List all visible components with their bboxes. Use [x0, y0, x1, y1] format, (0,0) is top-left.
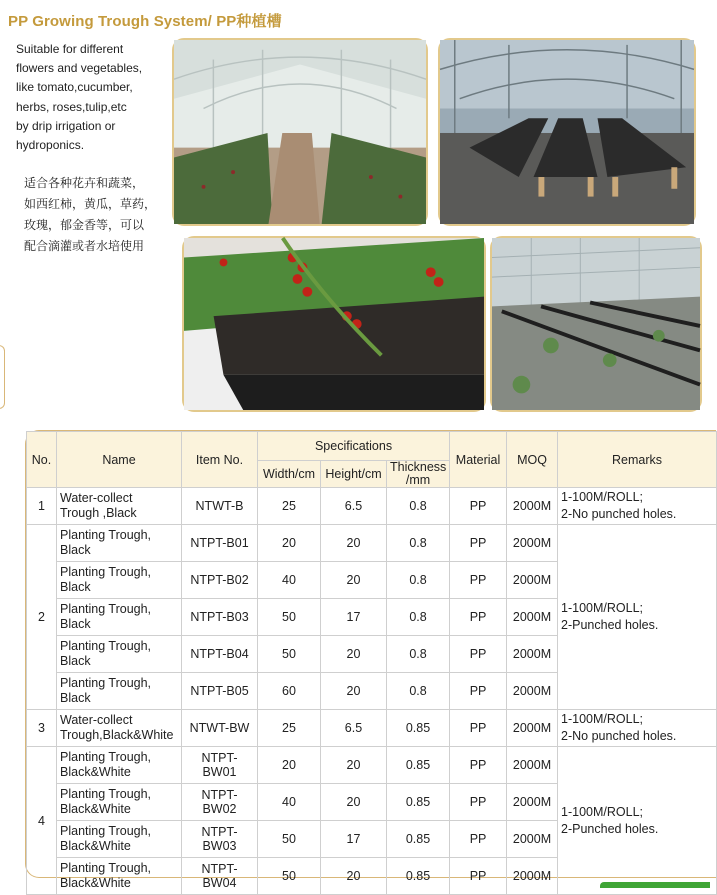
width-value: 20 [258, 525, 321, 562]
item-number: NTPT-BW03 [182, 821, 258, 858]
moq-value: 2000M [507, 673, 558, 710]
material-value: PP [450, 821, 507, 858]
product-name: Planting Trough, Black [57, 525, 182, 562]
group-number: 2 [27, 525, 57, 710]
material-value: PP [450, 673, 507, 710]
moq-value: 2000M [507, 858, 558, 895]
item-number: NTPT-B01 [182, 525, 258, 562]
height-value: 17 [321, 821, 387, 858]
material-value: PP [450, 858, 507, 895]
moq-value: 2000M [507, 525, 558, 562]
material-value: PP [450, 747, 507, 784]
material-value: PP [450, 599, 507, 636]
moq-value: 2000M [507, 488, 558, 525]
height-value: 20 [321, 636, 387, 673]
header-name: Name [57, 432, 182, 488]
description-chinese: 适合各种花卉和蔬菜， 如西红柿，黄瓜，草药， 玫瑰，郁金香等，可以 配合滴灌或者水培使用 [24, 176, 157, 253]
item-number: NTPT-BW02 [182, 784, 258, 821]
table-row [27, 488, 717, 525]
height-value: 20 [321, 784, 387, 821]
moq-value: 2000M [507, 562, 558, 599]
item-number: NTPT-B05 [182, 673, 258, 710]
material-value: PP [450, 525, 507, 562]
remarks-text: 1-100M/ROLL; 2-No punched holes. [558, 710, 717, 747]
header-height: Height/cm [321, 461, 387, 488]
moq-value: 2000M [507, 784, 558, 821]
header-item-no: Item No. [182, 432, 258, 488]
group-number: 4 [27, 747, 57, 895]
group-number: 3 [27, 710, 57, 747]
group-number: 1 [27, 488, 57, 525]
moq-value: 2000M [507, 747, 558, 784]
greenhouse-crop-rows-photo-icon [490, 236, 702, 412]
table-row [27, 525, 717, 562]
width-value: 40 [258, 784, 321, 821]
height-value: 6.5 [321, 488, 387, 525]
page-edge-tab [0, 345, 5, 409]
height-value: 6.5 [321, 710, 387, 747]
item-number: NTPT-B02 [182, 562, 258, 599]
product-name: Planting Trough, Black [57, 636, 182, 673]
item-number: NTWT-BW [182, 710, 258, 747]
description-english: Suitable for different flowers and vegetables, like tomato,cucumber, herbs, roses,tulip,etc by drip irrigation or hydroponics. [16, 42, 143, 153]
product-name: Planting Trough, Black [57, 599, 182, 636]
tomato-trough-photo-icon [182, 236, 486, 412]
thickness-value: 0.8 [387, 562, 450, 599]
product-name: Water-collect Trough,Black&White [57, 710, 182, 747]
header-moq: MOQ [507, 432, 558, 488]
specification-table [25, 430, 716, 890]
product-name: Planting Trough, Black&White [57, 747, 182, 784]
moq-value: 2000M [507, 599, 558, 636]
product-name: Water-collect Trough ,Black [57, 488, 182, 525]
width-value: 25 [258, 710, 321, 747]
item-number: NTPT-BW01 [182, 747, 258, 784]
width-value: 60 [258, 673, 321, 710]
height-value: 20 [321, 673, 387, 710]
width-value: 20 [258, 747, 321, 784]
product-name: Planting Trough, Black [57, 562, 182, 599]
height-value: 20 [321, 747, 387, 784]
height-value: 20 [321, 858, 387, 895]
greenhouse-rows-photo-icon [172, 38, 428, 226]
thickness-value: 0.8 [387, 636, 450, 673]
product-name: Planting Trough, Black [57, 673, 182, 710]
material-value: PP [450, 488, 507, 525]
thickness-value: 0.8 [387, 599, 450, 636]
height-value: 20 [321, 562, 387, 599]
width-value: 40 [258, 562, 321, 599]
material-value: PP [450, 784, 507, 821]
material-value: PP [450, 636, 507, 673]
table-row [27, 747, 717, 784]
remarks-text: 1-100M/ROLL; 2-Punched holes. [558, 525, 717, 710]
remarks-text: 1-100M/ROLL; 2-Punched holes. [558, 747, 717, 895]
moq-value: 2000M [507, 710, 558, 747]
width-value: 50 [258, 821, 321, 858]
thickness-value: 0.85 [387, 858, 450, 895]
header-width: Width/cm [258, 461, 321, 488]
product-name: Planting Trough, Black&White [57, 858, 182, 895]
thickness-value: 0.85 [387, 747, 450, 784]
thickness-value: 0.85 [387, 784, 450, 821]
width-value: 50 [258, 636, 321, 673]
thickness-value: 0.8 [387, 525, 450, 562]
header-specifications: Specifications [258, 432, 450, 461]
header-thickness: Thickness /mm [387, 461, 450, 488]
width-value: 50 [258, 858, 321, 895]
item-number: NTPT-B04 [182, 636, 258, 673]
height-value: 20 [321, 525, 387, 562]
header-remarks: Remarks [558, 432, 717, 488]
thickness-value: 0.85 [387, 710, 450, 747]
moq-value: 2000M [507, 821, 558, 858]
material-value: PP [450, 562, 507, 599]
header-no: No. [27, 432, 57, 488]
item-number: NTPT-B03 [182, 599, 258, 636]
thickness-value: 0.8 [387, 673, 450, 710]
table-row [27, 710, 717, 747]
thickness-value: 0.8 [387, 488, 450, 525]
height-value: 17 [321, 599, 387, 636]
product-name: Planting Trough, Black&White [57, 784, 182, 821]
width-value: 25 [258, 488, 321, 525]
remarks-text: 1-100M/ROLL; 2-No punched holes. [558, 488, 717, 525]
item-number: NTWT-B [182, 488, 258, 525]
moq-value: 2000M [507, 636, 558, 673]
material-value: PP [450, 710, 507, 747]
page-title: PP Growing Trough System/ PP种植槽 [8, 13, 282, 30]
header-material: Material [450, 432, 507, 488]
product-name: Planting Trough, Black&White [57, 821, 182, 858]
thickness-value: 0.85 [387, 821, 450, 858]
width-value: 50 [258, 599, 321, 636]
footer-accent-bar [600, 882, 710, 888]
greenhouse-benches-photo-icon [438, 38, 696, 226]
item-number: NTPT-BW04 [182, 858, 258, 895]
